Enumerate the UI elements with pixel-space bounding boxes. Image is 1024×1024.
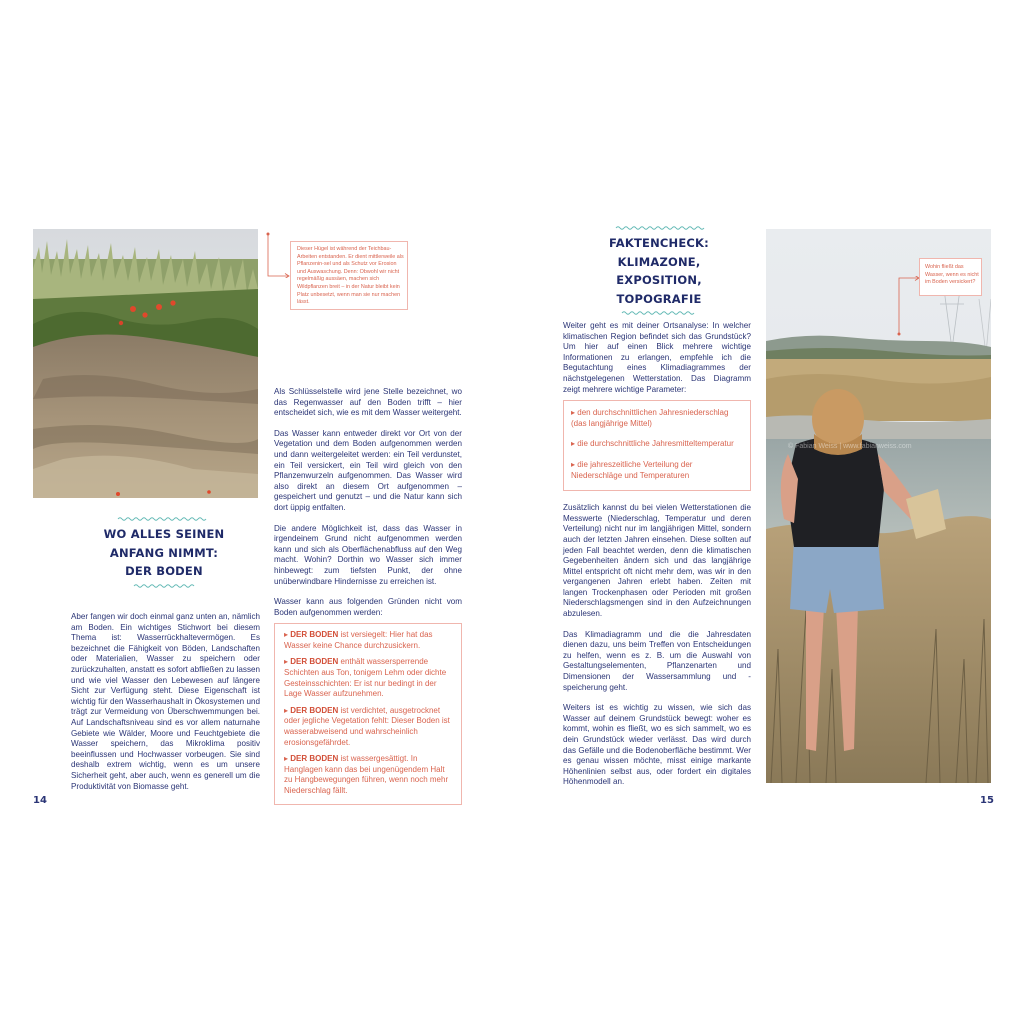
left-intro-text: Aber fangen wir doch einmal ganz unten an, nämlich am Boden. Ein wichtiges Stichwort bei diesem Thema ist: Wasserrückhaltevermögen. Es bezeichnet die Fähigkeit von Böden, Landschaften oder Materialien, Wasser zu speichern oder zurückzuhalten, anstatt es sofort abfließen zu lassen und wie viel Wasser den Lebewesen auf längere Sicht zur Verfügung steht. Diese Eigenschaft ist wichtig für den Wasserhaushalt in Ökosystemen und trägt zur Vermeidung von Überschwemmungen bei. Auf Landschaftsniveau sind es vor allem naturnahe Gebiete wie Wälder, Moore und Feuchtgebiete die Wasser speichern, das Mikroklima positiv beeinflussen und Hochwasser vorbeugen. Sie sind deshalb extrem wichtig, wenn es um unsere Sicherheit geht, aber auch, wenn es generell um die Produktivität von Biomasse geht. [71, 612, 260, 791]
bullet-icon: ▸ [571, 459, 576, 469]
paragraph: Weiter geht es mit deiner Ortsanalyse: In welcher klimatischen Region befindet sich das Grundstück? Um hier auf einen Blick mehrere wichtige Informationen zu erlangen, empfehle ich die Begutachtung eines Klimadiagrammes der nächstgelegenen Wetterstation. Das Diagramm zeigt mehrere wichtige Parameter: [563, 321, 751, 394]
bullet-icon: ▸ [284, 630, 289, 640]
paragraph: Zusätzlich kannst du bei vielen Wetterstationen die Messwerte (Niederschlag, Temperatur und deren Verteilung) nicht nur im langjährigen Mittel, sondern auch der letzten Jahren einsehen. Diese sollten auf jeden Fall beachtet werden, denn die klimatischen Gegebenheiten ändern sich und das langjährige Mittel entspricht oft nicht mehr dem, was wir in den vergangenen Jahren erlebt haben. Zeiten mit langen Trockenphasen oder Perioden mit großen Niederschlagsmengen sind in den Aufzeichnungen abzulesen. [563, 503, 751, 619]
left-column-2 [274, 387, 462, 805]
page-number-left: 14 [33, 795, 47, 806]
left-heading: WO ALLES SEINEN ANFANG NIMMT: DER BODEN [103, 527, 225, 578]
wave-divider-bottom [102, 583, 226, 589]
reason-item: ▸ DER BODEN ist wassergesättigt. In Hanglagen kann das bei ungenügendem Halt zu Hangbewegungen führen, wenn noch mehr Niederschlag fällt. [284, 754, 449, 795]
reason-item: ▸ DER BODEN enthält wassersperrende Schichten aus Ton, tonigem Lehm oder dichte Gesteinsschichten: Er ist nur bedingt in der Lage Wasser aufzunehmen. [284, 657, 447, 699]
woman-by-pond-photo [766, 229, 991, 783]
left-heading-block [102, 516, 226, 589]
wave-divider-top [102, 516, 226, 522]
bullet-icon: ▸ [284, 657, 289, 667]
photo-caption-text: Dieser Hügel ist während der Teichbau-Arbeiten entstanden. Er dient mittlerweile als Pflanzenin-sel und als Schutz vor Erosion und Auswaschung. Denn: Obwohl wir nicht regelmäßig aussäen, machen sich Wildpflanzen breit – in der Natur bleibt kein Platz unbesetzt, wenn man sie nur machen lässt. [297, 246, 404, 306]
wave-divider-bottom [592, 310, 726, 316]
parameter-item: ▸ die jahreszeitliche Verteilung der Niederschläge und Temperaturen [571, 459, 693, 480]
reasons-callout-box [274, 623, 462, 804]
photo-caption-box-right [919, 258, 982, 296]
reason-item: ▸ DER BODEN ist versiegelt: Hier hat das Wasser keine Chance durchzusickern. [284, 630, 433, 650]
caption-connector-right [896, 276, 920, 336]
page-number-right: 15 [980, 795, 994, 806]
paragraph: Weiters ist es wichtig zu wissen, wie sich das Wasser auf deinem Grundstück bewegt: woher es kommt, wohin es fließt, wo es sich sammelt, wo es dein Grundstück wieder verlässt. Das wird durch das Gefälle und die Bodenoberfläche bestimmt. Wer es genau wissen möchte, misst einige markante Höhenlinien selbst aus, oder fordert ein digitales Höhenmodell an. [563, 703, 751, 787]
paragraph: Das Klimadiagramm und die die Jahresdaten dienen dazu, uns beim Treffen von Entscheidungen zu helfen, wenn es z. B. um die Auswahl von Gestaltungselementen, Pflanzenarten und Dimensionen der Wassersammlung und -speicherung geht. [563, 629, 751, 692]
parameters-callout-box [563, 400, 751, 491]
parameter-item: ▸ den durchschnittlichen Jahresniederschlag (das langjährige Mittel) [571, 408, 729, 428]
right-column [563, 321, 751, 798]
paragraph: Als Schlüsselstelle wird jene Stelle bezeichnet, wo das Regenwasser auf den Boden trifft – hier entscheidet sich, wie es mit dem Wasser weitergeht. [274, 387, 462, 418]
right-heading: FAKTENCHECK: KLIMAZONE, EXPOSITION, TOPOGRAFIE [609, 236, 709, 306]
bullet-icon: ▸ [571, 408, 576, 418]
paragraph: Die andere Möglichkeit ist, dass das Wasser in irgendeinem Grund nicht aufgenommen werden kann und sich als Oberflächenabfluss auf den Weg macht. Wohin? Dorthin wo Wasser sich immer hinbewegt: zum tiefsten Punkt, der ohne unüberwindbare Hindernisse zu erreichen ist. [274, 523, 462, 586]
paragraph: Wasser kann aus folgenden Gründen nicht vom Boden aufgenommen werden: [274, 597, 462, 617]
photo-caption-text: Wohin fließt das Wasser, wenn es nicht im Boden versickert? [925, 264, 979, 286]
photo-caption-box [290, 241, 408, 310]
photo-watermark: © Fabian Weiss | www.fabianweiss.com [788, 443, 912, 450]
bullet-icon: ▸ [284, 705, 289, 715]
soil-mound-photo [33, 229, 258, 498]
right-heading-block [592, 225, 726, 316]
bullet-icon: ▸ [571, 439, 576, 449]
caption-connector [266, 232, 290, 278]
paragraph: Das Wasser kann entweder direkt vor Ort von der Vegetation und dem Boden aufgenommen werden und dann weitergeleitet werden: ein Teil verdunstet, ein Teil versickert, ein Teil wird gleich von den Pflanzenwurzeln aufgenommen. Das Wasser wird also direkt an diesem Ort aufgenommen – gespeichert und genutzt – und die Natur kann sich dort üppig entfalten. [274, 428, 462, 512]
parameter-item: ▸ die durchschnittliche Jahresmitteltemperatur [571, 439, 734, 449]
bullet-icon: ▸ [284, 754, 289, 764]
reason-item: ▸ DER BODEN ist verdichtet, ausgetrocknet oder jegliche Vegetation fehlt: Dieser Boden ist wasserabweisend und wahrscheinlich erosionsgefährdet. [284, 705, 450, 747]
wave-divider-top [592, 225, 726, 231]
